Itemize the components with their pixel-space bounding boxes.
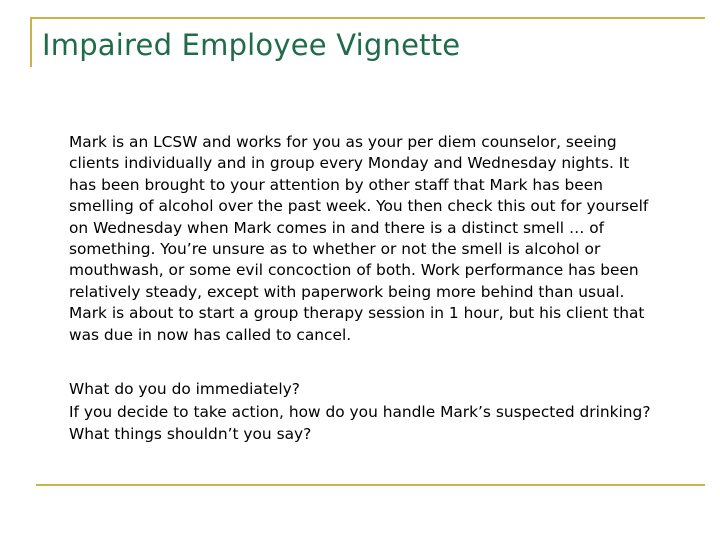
discussion-questions	[69, 378, 709, 446]
paragraph-line: smelling of alcohol over the past week. You then check this out for yourself	[69, 197, 649, 216]
paragraph-line: something. You’re unsure as to whether or not the smell is alcohol or	[69, 239, 601, 258]
bottom-rule	[36, 484, 705, 486]
question-what-not-to-say: What things shouldn’t you say?	[69, 425, 312, 443]
paragraph-line: has been brought to your attention by other staff that Mark has been	[69, 175, 603, 194]
paragraph-line: clients individually and in group every Monday and Wednesday nights. It	[69, 154, 630, 173]
paragraph-line: mouthwash, or some evil concoction of both. Work performance has been	[69, 261, 639, 280]
paragraph-line: was due in now has called to cancel.	[69, 325, 352, 344]
vignette-paragraph	[69, 132, 689, 346]
question-take-action: If you decide to take action, how do you handle Mark’s suspected drinking?	[69, 402, 651, 421]
left-rule	[30, 17, 32, 67]
paragraph-line: on Wednesday when Mark comes in and there is a distinct smell … of	[69, 218, 605, 237]
question-immediate: What do you do immediately?	[69, 380, 300, 398]
slide-title: Impaired Employee Vignette	[42, 28, 461, 62]
paragraph-line: relatively steady, except with paperwork being more behind than usual.	[69, 282, 625, 301]
paragraph-line: Mark is about to start a group therapy session in 1 hour, but his client that	[69, 304, 645, 323]
top-rule	[30, 17, 705, 19]
paragraph-line: Mark is an LCSW and works for you as your per diem counselor, seeing	[69, 133, 617, 151]
